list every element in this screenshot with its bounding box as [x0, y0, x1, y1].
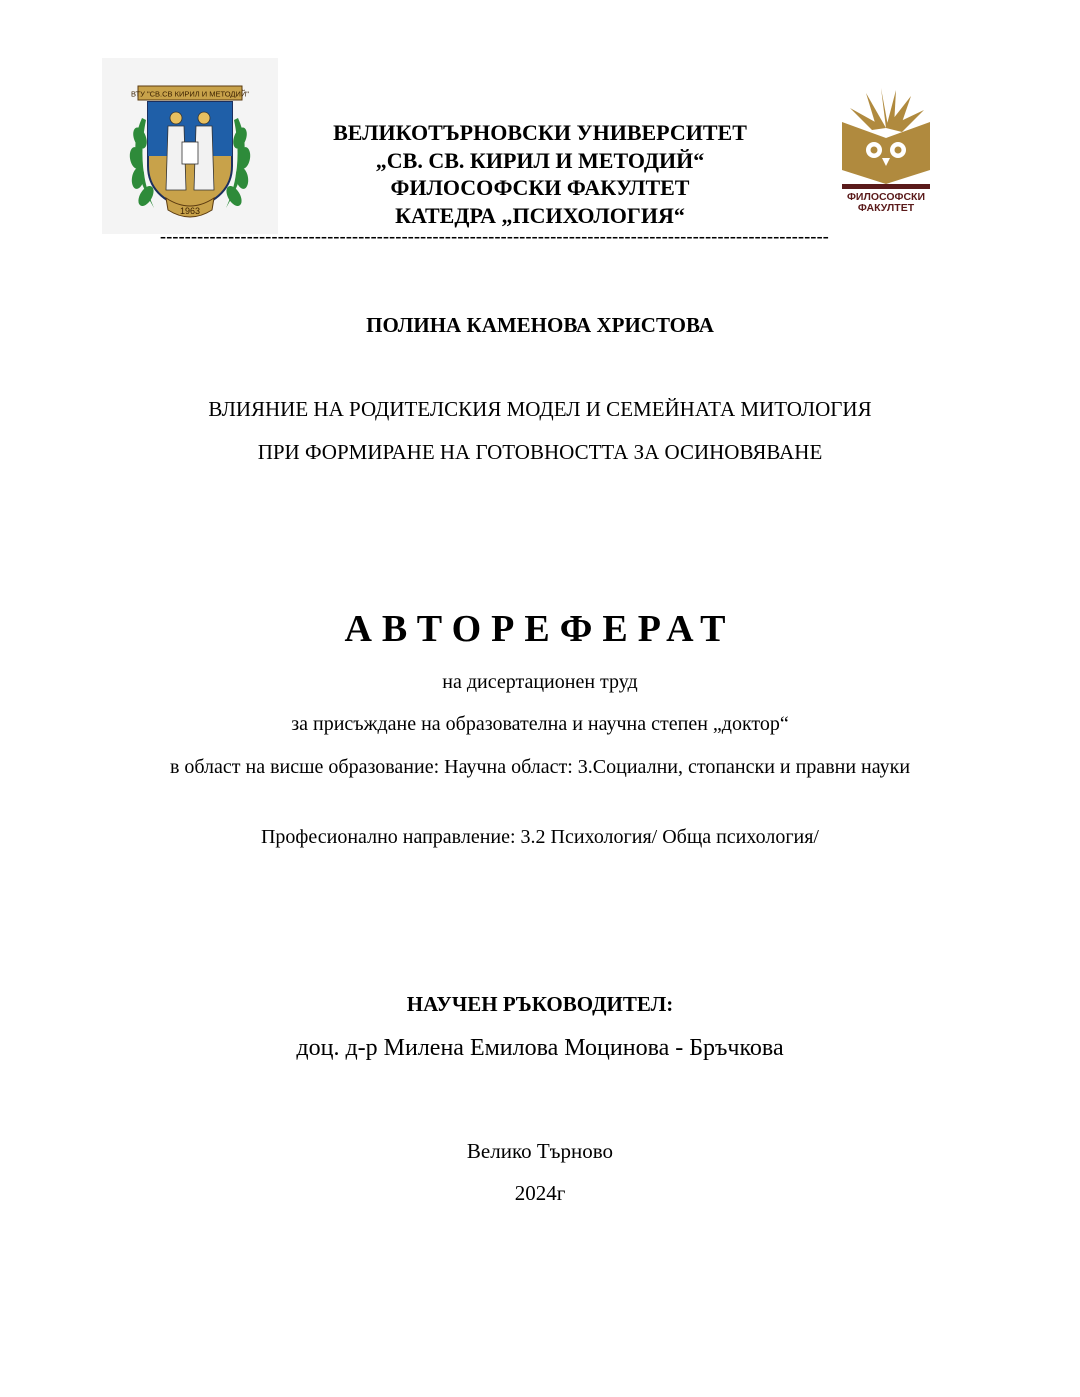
faculty-logo-line2: ФАКУЛТЕТ [857, 202, 915, 214]
subtitle-dissertation: на дисертационен труд [442, 671, 638, 693]
university-saints: „СВ. СВ. КИРИЛ И МЕТОДИЙ“ [375, 148, 705, 173]
dissertation-title-line2: ПРИ ФОРМИРАНЕ НА ГОТОВНОСТТА ЗА ОСИНОВЯВАНЕ [257, 440, 823, 464]
crest-banner-text: ВТУ "СВ.СВ КИРИЛ И МЕТОДИЙ" [131, 89, 249, 99]
subtitle-field: в област на висше образование: Научна област: 3.Социални, стопански и правни науки [169, 756, 911, 778]
year: 2024г [514, 1181, 566, 1205]
subtitle-specialty: Професионално направление: 3.2 Психология/ Обща психология/ [260, 826, 819, 848]
author-name: ПОЛИНА КАМЕНОВА ХРИСТОВА [366, 313, 714, 337]
subtitle-degree: за присъждане на образователна и научна степен „доктор“ [291, 713, 789, 735]
city: Велико Търново [466, 1139, 614, 1163]
faculty-logo-line1: ФИЛОСОФСКИ [846, 191, 926, 203]
document-type-heading: АВТОРЕФЕРАТ [344, 608, 736, 650]
department-name: КАТЕДРА „ПСИХОЛОГИЯ“ [395, 203, 685, 228]
supervisor-name: доц. д-р Милена Емилова Моцинова - Бръчкова [296, 1035, 784, 1061]
dissertation-title-line1: ВЛИЯНИЕ НА РОДИТЕЛСКИЯ МОДЕЛ И СЕМЕЙНАТА МИТОЛОГИЯ [208, 397, 872, 421]
university-name: ВЕЛИКОТЪРНОВСКИ УНИВЕРСИТЕТ [333, 120, 747, 145]
supervisor-label: НАУЧЕН РЪКОВОДИТЕЛ: [406, 992, 674, 1016]
crest-year: 1963 [179, 206, 201, 216]
faculty-name: ФИЛОСОФСКИ ФАКУЛТЕТ [390, 175, 690, 200]
header-divider: ------------------------------------------------------------------------------------------------------------ [160, 226, 829, 246]
